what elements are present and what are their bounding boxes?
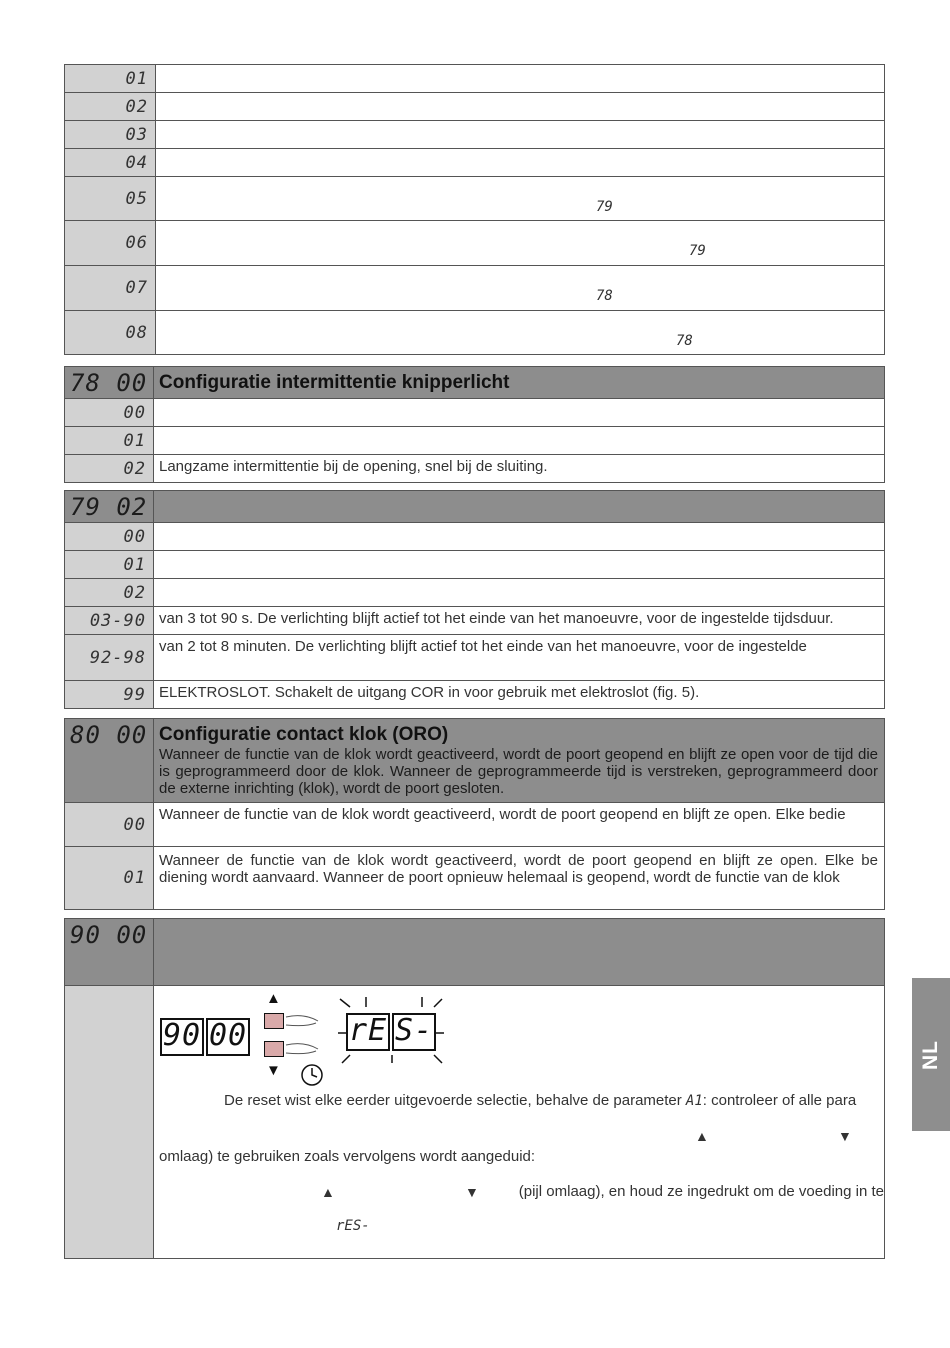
display-res-left: rE [346,1013,390,1051]
param-ref: 79 [689,243,706,259]
param-code: 03-90 [65,607,154,635]
display-digits-left: 90 [160,1018,204,1056]
param-desc [156,93,885,121]
param-desc: Wanneer de functie van de klok wordt geactiveerd, wordt de poort geopend en blijft ze open. Elke be diening wordt aanvaard. Wanneer de poort opnieuw helemaal is geopend, wordt de functie van de klok [154,847,885,910]
param-code: 01 [65,551,154,579]
table-param-79 [64,490,885,709]
param-header-code: 78 00 [65,367,154,399]
blink-rays-icon [336,993,446,1068]
table-row [65,607,885,635]
table-row [65,221,885,266]
table-row [65,177,885,221]
reset-note: De reset wist elke eerder uitgevoerde selectie, behalve de parameter A1: controleer of alle para [224,1092,857,1109]
down-arrow-icon: ▼ [838,1128,852,1144]
table-row [65,399,885,427]
down-arrow-icon: ▼ [266,1062,281,1079]
table-row [65,149,885,177]
param-header-code: 79 02 [65,491,154,523]
param-code: 01 [65,847,154,910]
table-row [65,65,885,93]
instruction-line: omlaag) te gebruiken zoals vervolgens wordt aangeduid: [159,1148,536,1165]
finger-press-icon [284,1011,344,1087]
table-header-row [65,719,885,803]
param-desc [156,221,885,266]
table-header-row [65,367,885,399]
table-param-78 [64,366,885,483]
param-desc [156,65,885,93]
up-arrow-icon: ▲ [266,990,281,1007]
param-desc [156,149,885,177]
param-code: 99 [65,681,154,709]
param-code: 00 [65,523,154,551]
param-code: 00 [65,399,154,427]
section-title [159,494,878,496]
param-desc [154,579,885,607]
res-label: rES- [336,1218,370,1234]
display-digits-right: 00 [206,1018,250,1056]
param-code: 02 [65,579,154,607]
table-header-row [65,491,885,523]
table-row [65,523,885,551]
down-key-icon [264,1041,284,1057]
language-tab-label: NL [919,1039,942,1070]
reset-diagram [160,990,460,1085]
table-row [65,266,885,311]
param-ref: 78 [676,333,693,349]
table-row [65,311,885,355]
table-row [65,681,885,709]
section-title: Configuratie contact klok (ORO) [159,724,449,745]
param-code: 02 [65,93,156,121]
table-row [65,579,885,607]
up-arrow-icon: ▲ [321,1184,335,1200]
param-header-code: 90 00 [65,919,154,986]
section-title [159,922,878,924]
param-desc [156,177,885,221]
param-code: 07 [65,266,156,311]
param-desc [154,523,885,551]
param-code: 00 [65,803,154,847]
param-code: 01 [65,65,156,93]
language-tab [912,978,950,1131]
param-desc: ELEKTROSLOT. Schakelt de uitgang COR in voor gebruik met elektroslot (fig. 5). [154,681,885,709]
instruction-line: (pijl omlaag), en houd ze ingedrukt om de voeding in te [518,1183,884,1200]
table-param-90 [64,918,885,1259]
param-code: 01 [65,427,154,455]
param-a1: A1 [685,1093,703,1109]
table-row [65,455,885,483]
param-desc: van 3 tot 90 s. De verlichting blijft actief tot het einde van het manoeuvre, voor de ingestelde tijdsduur. [154,607,885,635]
table-row [65,427,885,455]
param-code: 05 [65,177,156,221]
table-params-01-08 [64,64,885,355]
param-code: 02 [65,455,154,483]
section-description: Wanneer de functie van de klok wordt geactiveerd, wordt de poort geopend en blijft ze open voor de tijd die is geprogrammeerd door de klok. Wanneer de geprogrammeerde tijd is verstreken, geprogrammeerd door de externe inrichting (klok), wordt de poort gesloten. [159,746,878,797]
param-desc: Wanneer de functie van de klok wordt geactiveerd, wordt de poort geopend en blijft ze open. Elke bedie [154,803,885,847]
param-desc [156,121,885,149]
param-code: 03 [65,121,156,149]
param-header-code: 80 00 [65,719,154,803]
param-desc [154,551,885,579]
table-header-row [65,919,885,986]
table-row [65,93,885,121]
param-code: 06 [65,221,156,266]
down-arrow-icon: ▼ [465,1184,479,1200]
table-row [65,803,885,847]
up-key-icon [264,1013,284,1029]
param-code: 04 [65,149,156,177]
table-row [65,635,885,681]
param-desc [154,399,885,427]
param-ref: 78 [596,288,613,304]
display-res-right: S- [392,1013,436,1051]
table-param-80 [64,718,885,910]
param-desc [156,266,885,311]
section-title: Configuratie intermittentie knipperlicht [159,372,510,393]
up-arrow-icon: ▲ [695,1128,709,1144]
param-code: 08 [65,311,156,355]
param-desc: van 2 tot 8 minuten. De verlichting blijft actief tot het einde van het manoeuvre, voor de ingestelde [154,635,885,681]
param-desc [156,311,885,355]
table-row [65,121,885,149]
param-desc: Langzame intermittentie bij de opening, snel bij de sluiting. [154,455,885,483]
reset-procedure [154,986,885,1259]
param-ref: 79 [596,199,613,215]
param-code: 92-98 [65,635,154,681]
table-row [65,551,885,579]
table-row [65,986,885,1259]
table-row [65,847,885,910]
param-desc [154,427,885,455]
